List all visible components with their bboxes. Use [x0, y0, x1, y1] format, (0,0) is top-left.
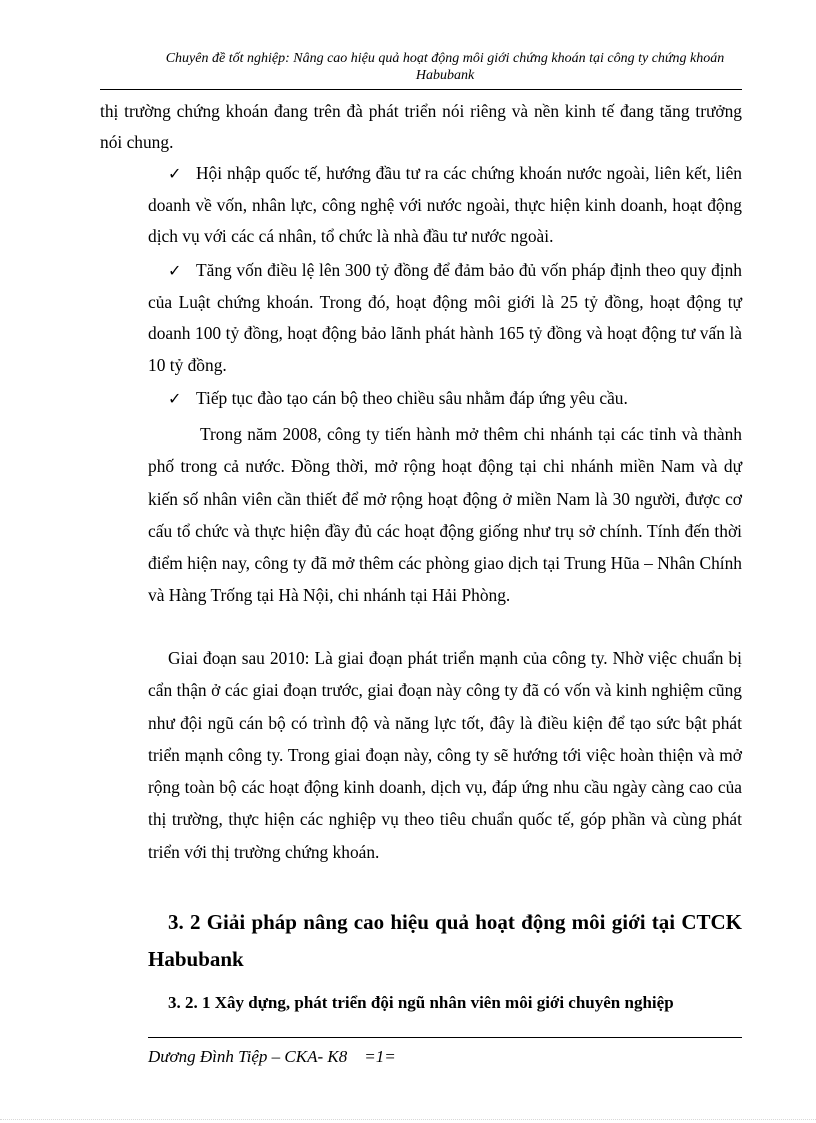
bullet-item — [148, 158, 742, 253]
bullet-text: Tiếp tục đào tạo cán bộ theo chiều sâu nhằm đáp ứng yêu cầu. — [196, 388, 628, 408]
footer-author: Dương Đình Tiệp – CKA- K8 — [148, 1047, 348, 1066]
paragraph-after-2010: Giai đoạn sau 2010: Là giai đoạn phát triển mạnh của công ty. Nhờ việc chuẩn bị cẩn thận ở các giai đoạn trước, giai đoạn này công ty đã có vốn và kinh nghiệm cũng như đội ngũ cán bộ có trình độ và năng lực tốt, đây là điều kiện để tạo sức bật phát triển mạnh công ty. Trong giai đoạn này, công ty sẽ hướng tới việc hoàn thiện và mở rộng toàn bộ các hoạt động kinh doanh, dịch vụ, đáp ứng nhu cầu ngày càng cao của thị trường, thực hiện các nghiệp vụ theo tiêu chuẩn quốc tế, góp phần và cùng phát triển với thị trường chứng khoán. — [148, 648, 742, 862]
paragraph-continuation: thị trường chứng khoán đang trên đà phát triển nói riêng và nền kinh tế đang tăng trưởng nói chung. — [100, 101, 742, 152]
page-header: Chuyên đề tốt nghiệp: Nâng cao hiệu quả hoạt động môi giới chứng khoán tại công ty chứng khoán Habubank — [165, 51, 725, 83]
header-divider — [100, 89, 742, 90]
page-number: =1= — [364, 1047, 396, 1066]
bullet-item — [148, 383, 742, 415]
subsection-heading: 3. 2. 1 Xây dựng, phát triển đội ngũ nhân viên môi giới chuyên nghiệp — [168, 993, 674, 1012]
footer-divider — [148, 1037, 742, 1038]
checkmark-icon: ✓ — [168, 164, 182, 183]
section-heading: 3. 2 Giải pháp nâng cao hiệu quả hoạt động môi giới tại CTCK Habubank — [148, 910, 742, 971]
checkmark-icon: ✓ — [168, 389, 182, 408]
page-footer — [148, 1046, 396, 1068]
checkmark-icon: ✓ — [168, 261, 182, 280]
bullet-text: Tăng vốn điều lệ lên 300 tỷ đồng để đảm bảo đủ vốn pháp định theo quy định của Luật chứng khoán. Trong đó, hoạt động môi giới là 25 tỷ đồng, hoạt động tự doanh 100 tỷ đồng, hoạt động bảo lãnh phát hành 165 tỷ đồng và hoạt động tư vấn là 10 tỷ đồng. — [148, 260, 742, 375]
paragraph-year-2008: Trong năm 2008, công ty tiến hành mở thêm chi nhánh tại các tỉnh và thành phố trong cả nước. Đồng thời, mở rộng hoạt động tại chi nhánh miền Nam và dự kiến số nhân viên cần thiết để mở rộng hoạt động ở miền Nam là 30 người, được cơ cấu tổ chức và thực hiện đầy đủ các hoạt động giống như trụ sở chính. Tính đến thời điểm hiện nay, công ty đã mở thêm các phòng giao dịch tại Trung Hũa – Nhân Chính và Hàng Trống tại Hà Nội, chi nhánh tại Hải Phòng. — [148, 424, 742, 606]
bullet-item — [148, 255, 742, 381]
page-edge — [0, 1119, 816, 1120]
bullet-text: Hội nhập quốc tế, hướng đầu tư ra các chứng khoán nước ngoài, liên kết, liên doanh về vốn, nhân lực, công nghệ với nước ngoài, thực hiện kinh doanh, hoạt động dịch vụ với các cá nhân, tổ chức là nhà đầu tư nước ngoài. — [148, 163, 742, 246]
